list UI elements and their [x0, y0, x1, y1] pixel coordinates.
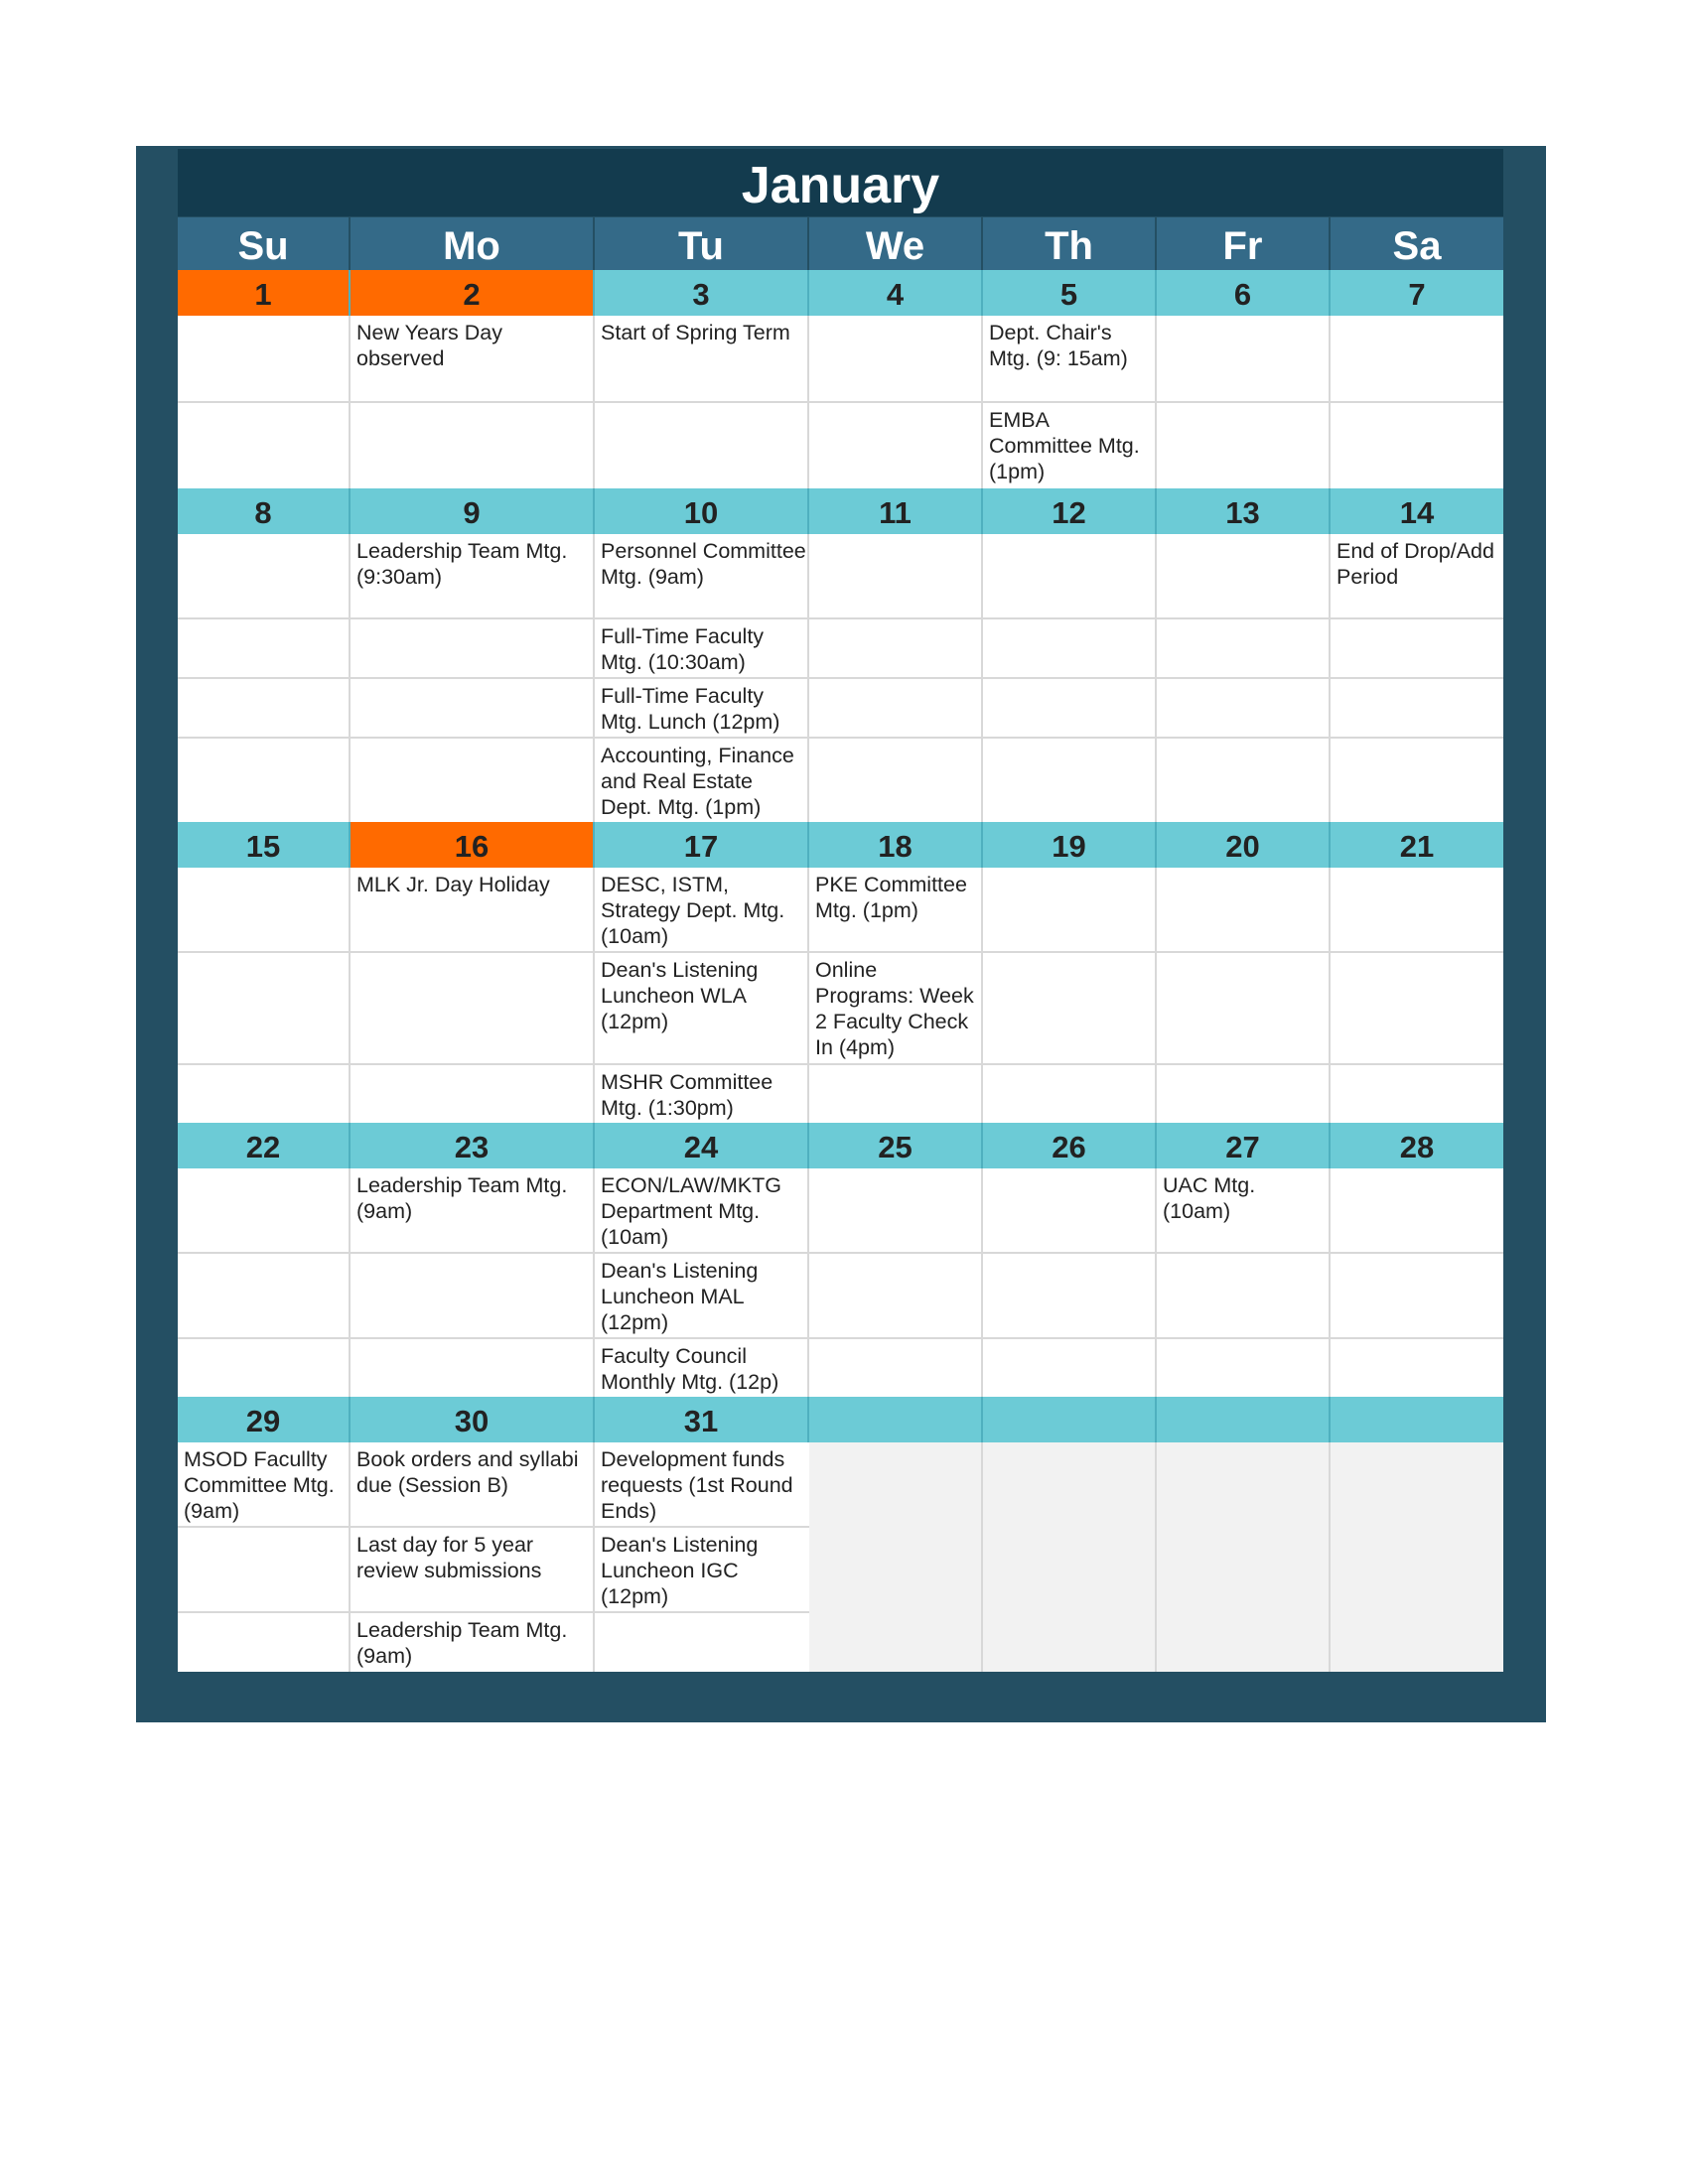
weekday-header [178, 217, 1503, 270]
event-cell [809, 1168, 983, 1252]
event-cell [983, 868, 1157, 951]
empty-day-cell [1157, 1442, 1331, 1672]
week-5 [178, 1397, 1503, 1672]
event-cell [178, 1168, 351, 1252]
event-row [178, 737, 1503, 822]
date-number[interactable]: 5 [983, 270, 1157, 316]
event-row [178, 1526, 809, 1611]
event-cell [1157, 953, 1331, 1063]
date-number-row [178, 1123, 1503, 1168]
event-cell [1331, 619, 1503, 677]
date-number [1331, 1397, 1503, 1442]
event-cell [809, 679, 983, 737]
date-number[interactable]: 1 [178, 270, 351, 316]
date-number[interactable]: 4 [809, 270, 983, 316]
date-number-row [178, 1397, 1503, 1442]
event-cell [1157, 739, 1331, 822]
event-cell [178, 1339, 351, 1397]
date-number[interactable]: 18 [809, 822, 983, 868]
event-cell [1157, 403, 1331, 488]
week-3 [178, 822, 1503, 1123]
date-number[interactable]: 19 [983, 822, 1157, 868]
event-cell [178, 1065, 351, 1123]
event-cell [809, 1339, 983, 1397]
empty-days [809, 1442, 1503, 1672]
event-cell: Dept. Chair's Mtg. (9: 15am) [983, 316, 1157, 401]
date-number[interactable]: 22 [178, 1123, 351, 1168]
event-row [178, 1063, 1503, 1123]
event-cell: Full-Time Faculty Mtg. (10:30am) [595, 619, 809, 677]
event-row [178, 534, 1503, 617]
event-row [178, 316, 1503, 401]
weekday-label: Su [178, 217, 351, 270]
event-cell [351, 953, 595, 1063]
week-2 [178, 488, 1503, 822]
event-cell [178, 619, 351, 677]
date-number[interactable]: 20 [1157, 822, 1331, 868]
date-number[interactable]: 29 [178, 1397, 351, 1442]
date-number [809, 1397, 983, 1442]
date-number[interactable]: 14 [1399, 495, 1435, 530]
event-cell [1157, 868, 1331, 951]
event-cell: Leadership Team Mtg. (9am) [351, 1168, 595, 1252]
event-cell [178, 679, 351, 737]
date-number[interactable]: 13 [1157, 488, 1331, 534]
empty-day-cell [809, 1442, 983, 1672]
event-cell: Dean's Listening Luncheon WLA (12pm) [595, 953, 809, 1063]
event-cell: Dean's Listening Luncheon IGC (12pm) [601, 1533, 759, 1608]
event-cell [983, 739, 1157, 822]
empty-day-cell [983, 1442, 1157, 1672]
event-cell [178, 403, 351, 488]
event-cell [1157, 679, 1331, 737]
event-cell [351, 1065, 595, 1123]
event-row [178, 1611, 809, 1672]
event-cell [1157, 619, 1331, 677]
event-cell [1157, 534, 1331, 617]
event-cell [809, 1254, 983, 1337]
event-cell [351, 739, 595, 822]
event-cell [983, 534, 1157, 617]
event-cell [809, 403, 983, 488]
week-1 [178, 270, 1503, 488]
date-number[interactable]: 27 [1157, 1123, 1331, 1168]
event-cell: End of Drop/Add Period [1336, 539, 1494, 589]
event-cell: New Years Day observed [351, 316, 595, 401]
event-row [178, 1337, 1503, 1397]
event-cell [595, 403, 809, 488]
date-number[interactable]: 12 [983, 488, 1157, 534]
date-number[interactable]: 24 [595, 1123, 809, 1168]
date-number[interactable]: 7 [1408, 277, 1426, 312]
date-number-row [178, 822, 1503, 868]
event-cell [351, 679, 595, 737]
calendar-grid [178, 149, 1503, 1672]
event-cell: UAC Mtg. (10am) [1157, 1168, 1331, 1252]
event-cell [983, 679, 1157, 737]
event-cell [1157, 316, 1331, 401]
event-cell [809, 534, 983, 617]
event-cell: MSOD Facullty Committee Mtg. (9am) [178, 1442, 351, 1526]
event-cell [1157, 1065, 1331, 1123]
event-cell [809, 619, 983, 677]
date-number[interactable]: 31 [595, 1397, 809, 1442]
event-cell [983, 1065, 1157, 1123]
event-cell: PKE Committee Mtg. (1pm) [809, 868, 983, 951]
date-number[interactable]: 10 [595, 488, 809, 534]
event-cell: ECON/LAW/MKTG Department Mtg. (10am) [595, 1168, 809, 1252]
last-week-columns [178, 1442, 809, 1672]
event-cell: Personnel Committee Mtg. (9am) [595, 534, 809, 617]
event-cell [178, 953, 351, 1063]
event-cell [178, 316, 351, 401]
event-row [178, 617, 1503, 677]
event-cell [351, 619, 595, 677]
week-4 [178, 1123, 1503, 1397]
date-number[interactable]: 28 [1399, 1130, 1435, 1164]
event-cell: Dean's Listening Luncheon MAL (12pm) [595, 1254, 809, 1337]
event-cell [178, 1528, 351, 1611]
event-cell [809, 316, 983, 401]
date-number[interactable]: 16 [351, 822, 595, 868]
date-number[interactable]: 30 [351, 1397, 595, 1442]
event-cell: Faculty Council Monthly Mtg. (12p) [595, 1339, 809, 1397]
event-cell: Development funds requests (1st Round Ends) [601, 1447, 793, 1523]
event-cell: Leadership Team Mtg. (9:30am) [351, 534, 595, 617]
date-number[interactable]: 2 [351, 270, 595, 316]
event-cell [983, 1168, 1157, 1252]
event-cell: Start of Spring Term [595, 316, 809, 401]
event-row [178, 677, 1503, 737]
event-cell [983, 619, 1157, 677]
event-cell [983, 1254, 1157, 1337]
last-week-body [178, 1442, 1503, 1672]
event-cell [1331, 403, 1503, 488]
empty-day-cell [1331, 1442, 1503, 1672]
event-cell: Last day for 5 year review submissions [351, 1528, 595, 1611]
event-cell [1331, 868, 1503, 951]
event-cell [178, 534, 351, 617]
event-cell: EMBA Committee Mtg. (1pm) [983, 403, 1157, 488]
month-title: January [178, 149, 1503, 216]
event-row [178, 868, 1503, 951]
event-cell [1331, 1254, 1503, 1337]
date-number[interactable]: 23 [351, 1123, 595, 1168]
weekday-label: Th [983, 217, 1157, 270]
event-cell [595, 1613, 809, 1672]
date-number[interactable]: 11 [809, 488, 983, 534]
calendar-frame [136, 146, 1546, 1722]
event-cell [809, 1065, 983, 1123]
date-number[interactable]: 25 [809, 1123, 983, 1168]
date-number [1157, 1397, 1331, 1442]
event-cell [809, 739, 983, 822]
event-row [178, 1168, 1503, 1252]
event-cell [178, 739, 351, 822]
event-cell [1331, 1339, 1503, 1397]
event-row [178, 401, 1503, 488]
event-cell [1331, 679, 1503, 737]
event-cell: Accounting, Finance and Real Estate Dept. Mtg. (1pm) [595, 739, 809, 822]
date-number [983, 1397, 1157, 1442]
event-cell: Book orders and syllabi due (Session B) [351, 1442, 595, 1526]
event-cell [1331, 739, 1503, 822]
date-number[interactable]: 9 [351, 488, 595, 534]
date-number[interactable]: 3 [595, 270, 809, 316]
event-cell [983, 953, 1157, 1063]
weekday-label: Mo [351, 217, 595, 270]
event-cell: DESC, ISTM, Strategy Dept. Mtg. (10am) [595, 868, 809, 951]
event-row [178, 951, 1503, 1063]
event-cell: Online Programs: Week 2 Faculty Check In (4pm) [809, 953, 983, 1063]
event-cell [351, 1339, 595, 1397]
event-cell [1331, 316, 1503, 401]
event-cell [1157, 1254, 1331, 1337]
event-cell [1157, 1339, 1331, 1397]
weekday-label: Tu [595, 217, 809, 270]
weekday-label: Sa [1392, 224, 1442, 268]
date-number[interactable]: 8 [178, 488, 351, 534]
event-cell [178, 1613, 351, 1672]
date-number[interactable]: 21 [1399, 829, 1435, 864]
event-cell [178, 868, 351, 951]
event-cell: MSHR Committee Mtg. (1:30pm) [595, 1065, 809, 1123]
event-cell [1331, 1168, 1503, 1252]
event-cell: MLK Jr. Day Holiday [351, 868, 595, 951]
weekday-label: Fr [1157, 217, 1331, 270]
date-number[interactable]: 6 [1157, 270, 1331, 316]
date-number-row [178, 488, 1503, 534]
event-cell: Leadership Team Mtg. (9am) [351, 1613, 595, 1672]
date-number[interactable]: 15 [178, 822, 351, 868]
event-cell [1331, 1065, 1503, 1123]
event-row [178, 1252, 1503, 1337]
date-number[interactable]: 17 [595, 822, 809, 868]
event-cell [1331, 953, 1503, 1063]
event-cell [351, 403, 595, 488]
date-number-row [178, 270, 1503, 316]
weekday-label: We [809, 217, 983, 270]
event-cell [983, 1339, 1157, 1397]
event-cell [351, 1254, 595, 1337]
event-row [178, 1442, 809, 1526]
event-cell: Full-Time Faculty Mtg. Lunch (12pm) [595, 679, 809, 737]
date-number[interactable]: 26 [983, 1123, 1157, 1168]
event-cell [178, 1254, 351, 1337]
